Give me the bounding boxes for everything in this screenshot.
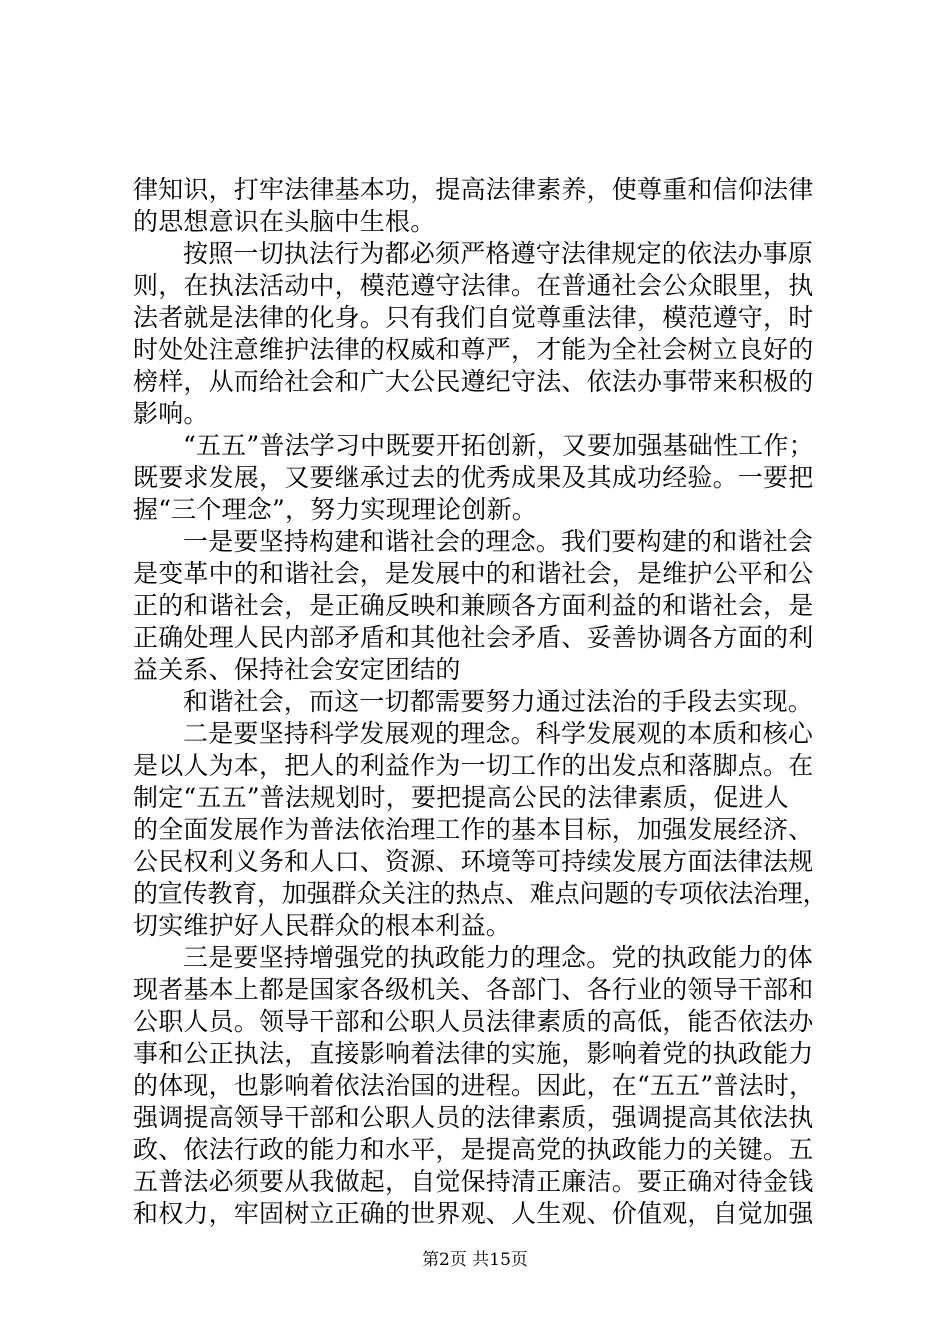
paragraph-start-line: 二是要坚持科学发展观的理念。科学发展观的本质和核心 bbox=[183, 719, 814, 748]
text-line: 榜样，从而给社会和广大公民遵纪守法、依法办事带来积极的 bbox=[133, 367, 814, 396]
page-number-footer: 第2页 共15页 bbox=[422, 1250, 528, 1270]
text-line: 的思想意识在头脑中生根。 bbox=[133, 207, 436, 236]
text-line: 事和公正执法，直接影响着法律的实施，影响着党的执政能力 bbox=[133, 1039, 814, 1068]
text-line: 则，在执法活动中，模范遵守法律。在普通社会公众眼里，执 bbox=[133, 271, 814, 300]
text-line: 公职人员。领导干部和公职人员法律素质的高低，能否依法办 bbox=[133, 1007, 814, 1036]
text-line: 强调提高领导干部和公职人员的法律素质，强调提高其依法执 bbox=[133, 1103, 814, 1132]
text-line: 律知识，打牢法律基本功，提高法律素养，使尊重和信仰法律 bbox=[133, 175, 814, 204]
text-line: 正确处理人民内部矛盾和其他社会矛盾、妥善协调各方面的利 bbox=[133, 623, 814, 652]
text-line: 现者基本上都是国家各级机关、各部门、各行业的领导干部和 bbox=[133, 975, 814, 1004]
text-line: 五普法必须要从我做起，自觉保持清正廉洁。要正确对待金钱 bbox=[133, 1167, 814, 1196]
text-line: 正的和谐社会，是正确反映和兼顾各方面利益的和谐社会，是 bbox=[133, 591, 814, 620]
text-line: 益关系、保持社会安定团结的 bbox=[133, 655, 461, 684]
text-line: 影响。 bbox=[133, 399, 209, 428]
text-line: 时处处注意维护法律的权威和尊严，才能为全社会树立良好的 bbox=[133, 335, 814, 364]
text-line: 握“三个理念”，努力实现理论创新。 bbox=[133, 495, 537, 524]
text-line: 的宣传教育，加强群众关注的热点、难点问题的专项依法治理， bbox=[133, 879, 828, 908]
text-line: 法者就是法律的化身。只有我们自觉尊重法律，模范遵守，时 bbox=[133, 303, 814, 332]
text-line: 的全面发展作为普法依治理工作的基本目标，加强发展经济、 bbox=[133, 815, 814, 844]
text-line: 切实维护好人民群众的根本利益。 bbox=[133, 911, 512, 940]
paragraph-start-line: 和谐社会，而这一切都需要努力通过法治的手段去实现。 bbox=[183, 687, 814, 716]
text-line: 政、依法行政的能力和水平，是提高党的执政能力的关键。五 bbox=[133, 1135, 814, 1164]
text-line: 是以人为本，把人的利益作为一切工作的出发点和落脚点。在 bbox=[133, 751, 814, 780]
text-line: 制定“五五”普法规划时，要把提高公民的法律素质，促进人 bbox=[133, 783, 789, 812]
text-line: 的体现，也影响着依法治国的进程。因此，在“五五”普法时， bbox=[133, 1071, 815, 1100]
paragraph-start-line: 按照一切执法行为都必须严格遵守法律规定的依法办事原 bbox=[183, 239, 814, 268]
text-line: 和权力，牢固树立正确的世界观、人生观、价值观，自觉加强 bbox=[133, 1199, 814, 1228]
paragraph-start-line: 一是要坚持构建和谐社会的理念。我们要构建的和谐社会 bbox=[183, 527, 814, 556]
paragraph-start-line: “五五”普法学习中既要开拓创新，又要加强基础性工作； bbox=[183, 431, 814, 460]
text-line: 是变革中的和谐社会，是发展中的和谐社会，是维护公平和公 bbox=[133, 559, 814, 588]
text-line: 公民权利义务和人口、资源、环境等可持续发展方面法律法规 bbox=[133, 847, 814, 876]
paragraph-start-line: 三是要坚持增强党的执政能力的理念。党的执政能力的体 bbox=[183, 943, 814, 972]
text-line: 既要求发展，又要继承过去的优秀成果及其成功经验。一要把 bbox=[133, 463, 814, 492]
